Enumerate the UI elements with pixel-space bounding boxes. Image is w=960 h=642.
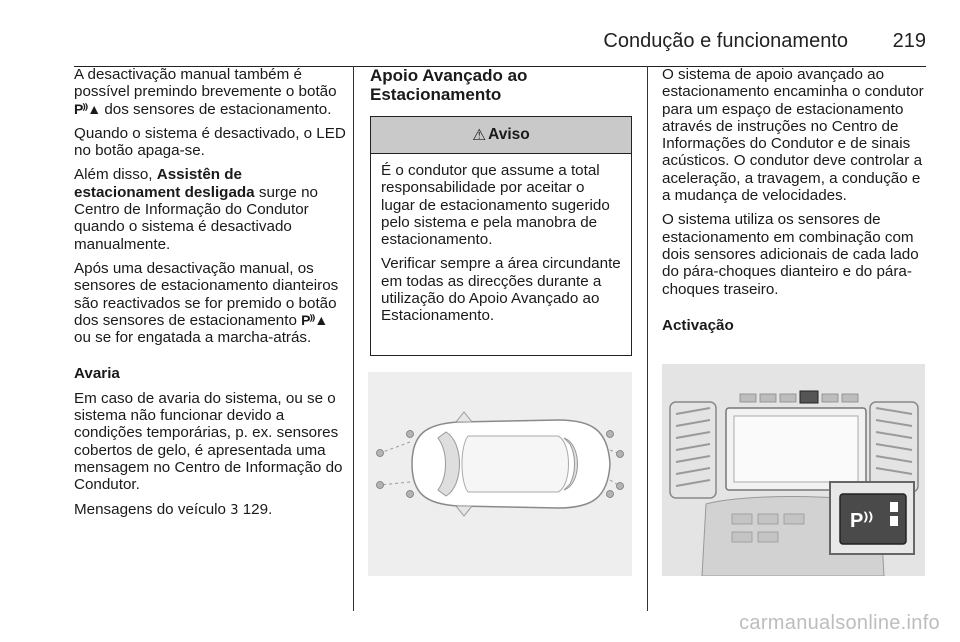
heading-avaria: Avaria [74, 365, 120, 383]
section-title: Apoio Avançado ao Estacionamento [370, 66, 528, 104]
page-number: 219 [892, 30, 926, 52]
column-right [662, 66, 928, 341]
car-sensor-illustration [368, 372, 632, 576]
paragraph-system-description: O sistema de apoio avançado ao estacionamento encaminha o condutor para um espaço de estacionamento através de instruções no Centro de Informações do Condutor e de sinais acústicos. O condutor deve controlar a aceleração, a travagem, a condução e a mudança de velocidades. [662, 66, 924, 205]
paragraph-dic-message: Além disso, Assistên de estacionament desligada surge no Centro de Informação do Condutor quando o sistema é desactivado manualmente. [74, 166, 318, 253]
page-reference-icon[interactable]: 3 [230, 502, 239, 518]
warning-body [371, 154, 631, 325]
warning-paragraph-2: Verificar sempre a área circundante em todas as direcções durante a utilização do Apoio Avançado ao Estacionamento. [381, 255, 621, 325]
parking-sensor-icon: P⁾⁾▲ [74, 100, 101, 117]
car-top-view-icon [368, 372, 632, 576]
paragraph-manual-deactivation: A desactivação manual também é possível premindo brevemente o botão P⁾⁾▲ dos sensores de estacionamento. [74, 66, 337, 118]
warning-label: Aviso [488, 126, 530, 143]
parking-sensor-icon: P⁾⁾▲ [301, 311, 328, 328]
paragraph-led-off: Quando o sistema é desactivado, o LED no botão apaga-se. [74, 124, 346, 160]
paragraph-reactivation: Após uma desactivação manual, os sensores de estacionamento dianteiros são reactivados se for premido o botão dos sensores de estacionamento P⁾⁾▲ ou se for engatada a marcha-atrás. [74, 259, 339, 347]
warning-icon: ⚠ [472, 126, 487, 144]
warning-header [371, 117, 631, 154]
park-assist-button-icon: P⁾⁾ [850, 510, 874, 532]
watermark-url: carmanualsonline.info [739, 612, 940, 634]
page-header [74, 30, 926, 67]
column-divider-left [353, 66, 354, 611]
column-middle [370, 66, 632, 111]
chapter-title: Condução e funcionamento [603, 30, 848, 52]
warning-box [370, 116, 632, 356]
paragraph-fault: Em caso de avaria do sistema, ou se o sistema não funcionar devido a condições temporárias, p. ex. sensores cobertos de gelo, é apresentada uma mensagem no Centro de Informação do Condutor. [74, 389, 343, 494]
column-divider-right [647, 66, 648, 611]
warning-paragraph-1: É o condutor que assume a total responsabilidade por aceitar o lugar de estacionamento sugerido pelo sistema e pela manobra de estacionamento. [381, 162, 610, 249]
dashboard-illustration [662, 364, 925, 576]
heading-activacao: Activação [662, 316, 734, 334]
column-left [74, 66, 346, 526]
dashboard-console-icon [662, 364, 925, 576]
paragraph-vehicle-messages: Mensagens do veículo 3 129. [74, 500, 273, 518]
paragraph-sensors: O sistema utiliza os sensores de estacionamento em combinação com dois sensores adicionais de cada lado do pára-choques dianteiro e do pára-choques traseiro. [662, 211, 919, 298]
